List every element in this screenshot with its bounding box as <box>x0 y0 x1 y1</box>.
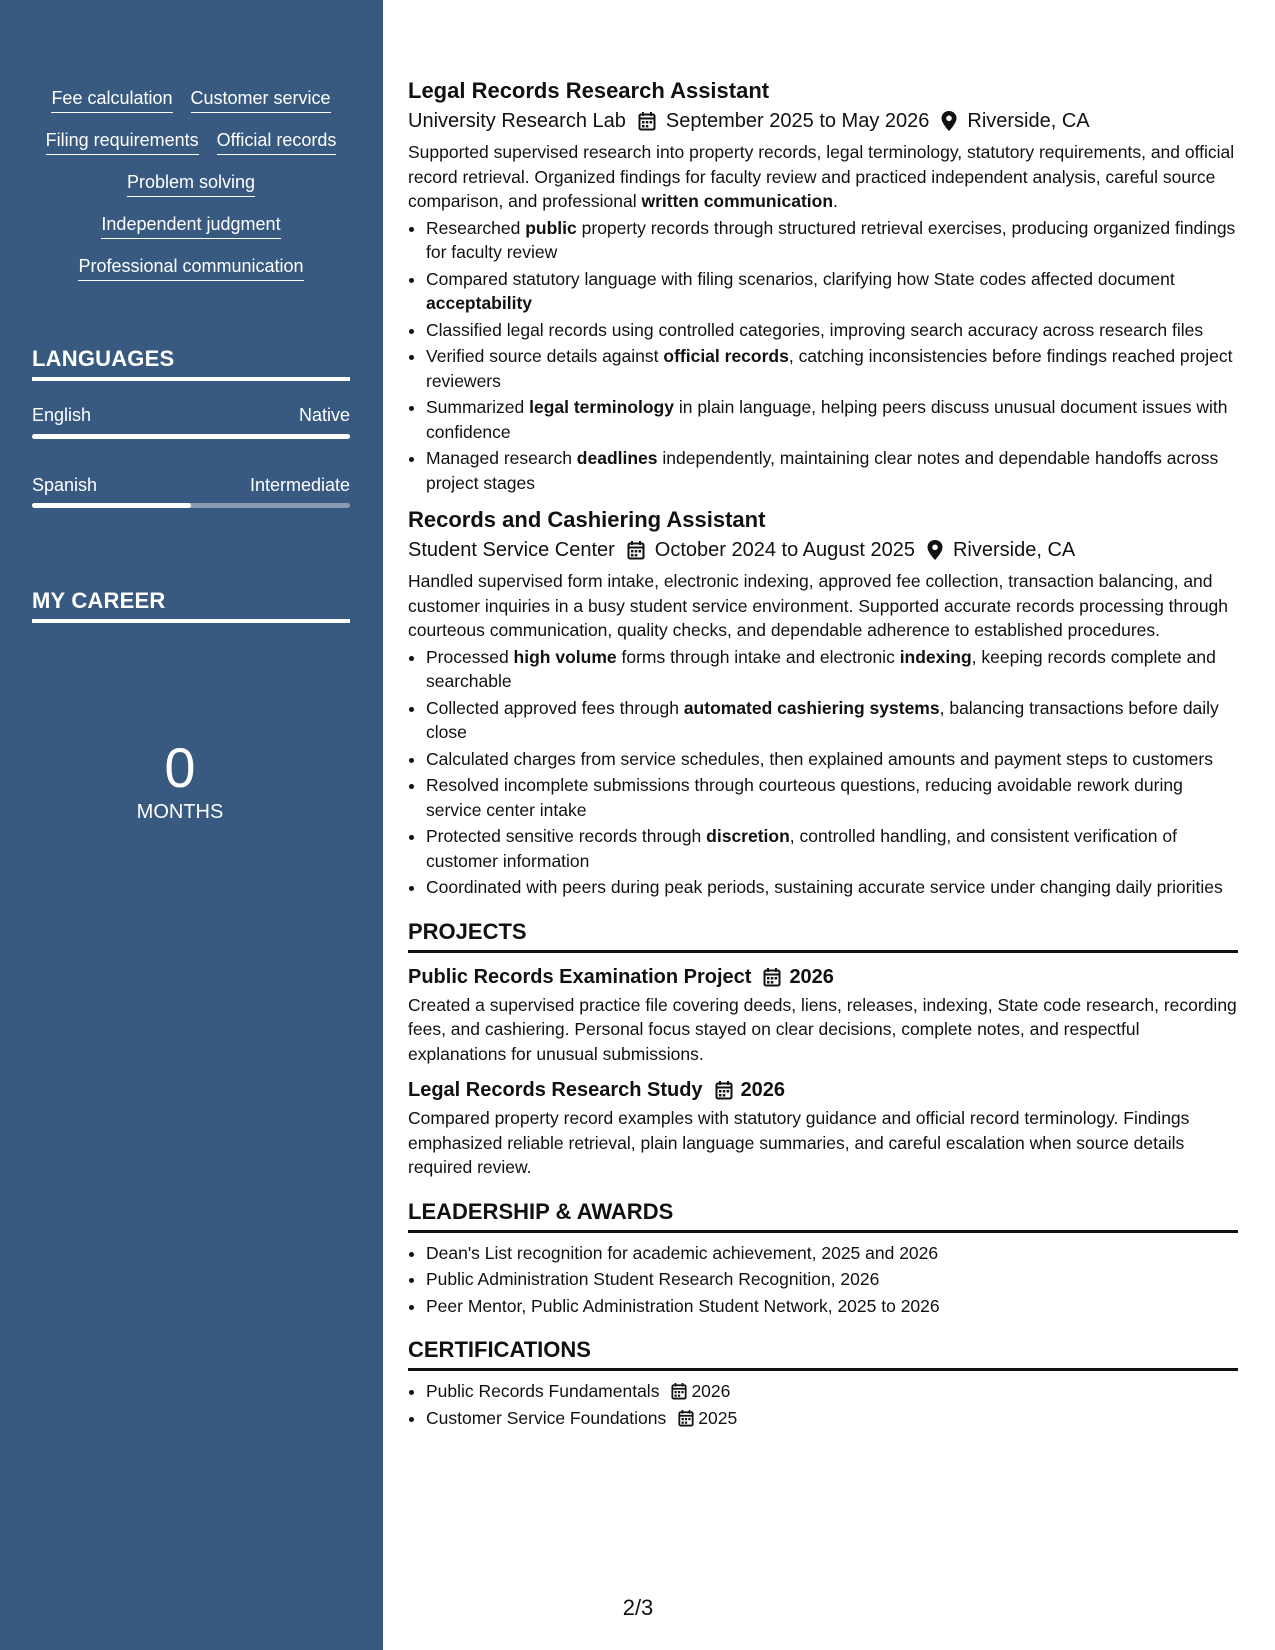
skill-tag: Filing requirements <box>46 128 199 155</box>
project-description: Created a supervised practice file covering deeds, liens, releases, indexing, State code research, recording fees, and cashiering. Personal focus stayed on clear decisions, complete notes, and respectful explanations for unusual submissions. <box>408 994 1237 1064</box>
list-item: • Public Administration Student Research Recognition, 2026 <box>426 1267 1238 1292</box>
project-title: Public Records Examination Project <box>408 965 752 988</box>
list-item <box>426 1406 1238 1431</box>
project-year: 2026 <box>789 965 834 988</box>
certifications-heading: CERTIFICATIONS <box>408 1336 1238 1371</box>
list-item: • Classified legal records using controlled categories, improving search accuracy across research files <box>426 318 1238 343</box>
career-duration-value: 0 <box>164 736 196 799</box>
job-meta <box>408 106 1238 136</box>
calendar-icon <box>627 540 645 560</box>
leadership-heading: LEADERSHIP & AWARDS <box>408 1198 1238 1233</box>
language-name: Spanish <box>32 475 98 495</box>
skill-tag: Professional communication <box>78 254 303 281</box>
skill-tag: Customer service <box>191 86 331 113</box>
language-proficiency-fill <box>32 434 350 439</box>
job-bullets <box>408 645 1238 900</box>
list-item: • Resolved incomplete submissions through courteous questions, reducing avoidable rework during service center intake <box>426 773 1238 822</box>
language-proficiency-bar <box>32 434 350 439</box>
list-item: • Calculated charges from service schedules, then explained amounts and payment steps to customers <box>426 747 1238 772</box>
project-title-row <box>408 1076 1238 1104</box>
list-item: • Compared statutory language with filing scenarios, clarifying how State codes affected document acceptability <box>426 267 1238 316</box>
map-pin-icon <box>927 540 943 560</box>
list-item: • Collected approved fees through automated cashiering systems, balancing transactions before daily close <box>426 696 1238 745</box>
job-entry <box>408 76 1238 495</box>
calendar-icon <box>763 967 781 987</box>
list-item: • Dean's List recognition for academic achievement, 2025 and 2026 <box>426 1241 1238 1266</box>
project-title-row <box>408 963 1238 991</box>
skill-tag: Problem solving <box>127 170 255 197</box>
project-entry <box>408 963 1238 1067</box>
project-entry <box>408 1076 1238 1180</box>
calendar-icon <box>638 111 656 131</box>
skills-list <box>32 86 350 281</box>
calendar-icon <box>715 1080 733 1100</box>
list-item: • Coordinated with peers during peak periods, sustaining accurate service under changing daily priorities <box>426 875 1238 900</box>
sidebar <box>0 0 383 1650</box>
list-item: • Summarized legal terminology in plain language, helping peers discuss unusual document issues with confidence <box>426 395 1238 444</box>
certification-year: 2025 <box>698 1407 738 1428</box>
job-title: Legal Records Research Assistant <box>408 78 770 103</box>
calendar-icon <box>678 1409 694 1427</box>
languages-heading: LANGUAGES <box>32 345 350 381</box>
list-item: • Protected sensitive records through discretion, controlled handling, and consistent verification of customer information <box>426 824 1238 873</box>
language-level: Intermediate <box>249 475 350 495</box>
main-content <box>408 76 1238 1432</box>
leadership-list <box>408 1241 1238 1319</box>
map-pin-icon <box>941 111 957 131</box>
job-description: Handled supervised form intake, electronic indexing, approved fee collection, transaction balancing, and customer inquiries in a busy student service environment. Supported accurate records processing through courteous communication, quality checks, and dependable adherence to established procedures. <box>408 571 1229 640</box>
calendar-icon <box>671 1382 687 1400</box>
list-item: • Processed high volume forms through intake and electronic indexing, keeping records complete and searchable <box>426 645 1238 694</box>
list-item <box>426 1379 1238 1404</box>
list-item: • Peer Mentor, Public Administration Student Network, 2025 to 2026 <box>426 1294 1238 1319</box>
job-title: Records and Cashiering Assistant <box>408 507 766 532</box>
projects-heading: PROJECTS <box>408 918 1238 953</box>
list-item: • Researched public property records through structured retrieval exercises, producing organized findings for faculty review <box>426 216 1238 265</box>
job-location: Riverside, CA <box>952 539 1076 561</box>
list-item: • Managed research deadlines independently, maintaining clear notes and dependable handoffs across project stages <box>426 446 1238 495</box>
project-year: 2026 <box>740 1079 786 1101</box>
language-proficiency-bar <box>32 503 350 508</box>
job-meta <box>408 535 1238 565</box>
job-organization: University Research Lab <box>408 110 626 132</box>
job-organization: Student Service Center <box>408 539 615 561</box>
language-level: Native <box>298 405 350 425</box>
project-title: Legal Records Research Study <box>408 1079 703 1101</box>
certification-year: 2026 <box>691 1381 731 1401</box>
language-row <box>32 404 350 426</box>
job-location: Riverside, CA <box>967 110 1090 132</box>
skill-tag: Official records <box>217 128 337 155</box>
certifications-list <box>408 1379 1238 1430</box>
page-number: 2/3 <box>622 1595 654 1620</box>
job-dates: September 2025 to May 2026 <box>665 110 930 132</box>
job-bullets <box>408 216 1238 496</box>
job-dates: October 2024 to August 2025 <box>654 539 915 561</box>
career-duration-unit: MONTHS <box>136 801 224 823</box>
certification-name: • Public Records Fundamentals <box>426 1381 660 1401</box>
language-proficiency-fill <box>32 503 191 508</box>
career-heading: MY CAREER <box>32 587 350 623</box>
skill-tag: Fee calculation <box>51 86 172 113</box>
project-description: Compared property record examples with statutory guidance and official record terminology. Findings emphasized reliable retrieval, plain language summaries, and careful escalation when source details required review. <box>408 1108 1190 1177</box>
skill-tag: Independent judgment <box>101 212 280 239</box>
certification-name: • Customer Service Foundations <box>426 1407 667 1428</box>
language-row <box>32 474 350 496</box>
language-name: English <box>32 405 92 425</box>
list-item: • Verified source details against official records, catching inconsistencies before findings reached project reviewers <box>426 344 1238 393</box>
job-description: Supported supervised research into property records, legal terminology, statutory requirements, and official record retrieval. Organized findings for faculty review and practiced independent analysis, careful source comparison, and professional written communication. <box>408 142 1235 211</box>
job-entry <box>408 505 1238 900</box>
